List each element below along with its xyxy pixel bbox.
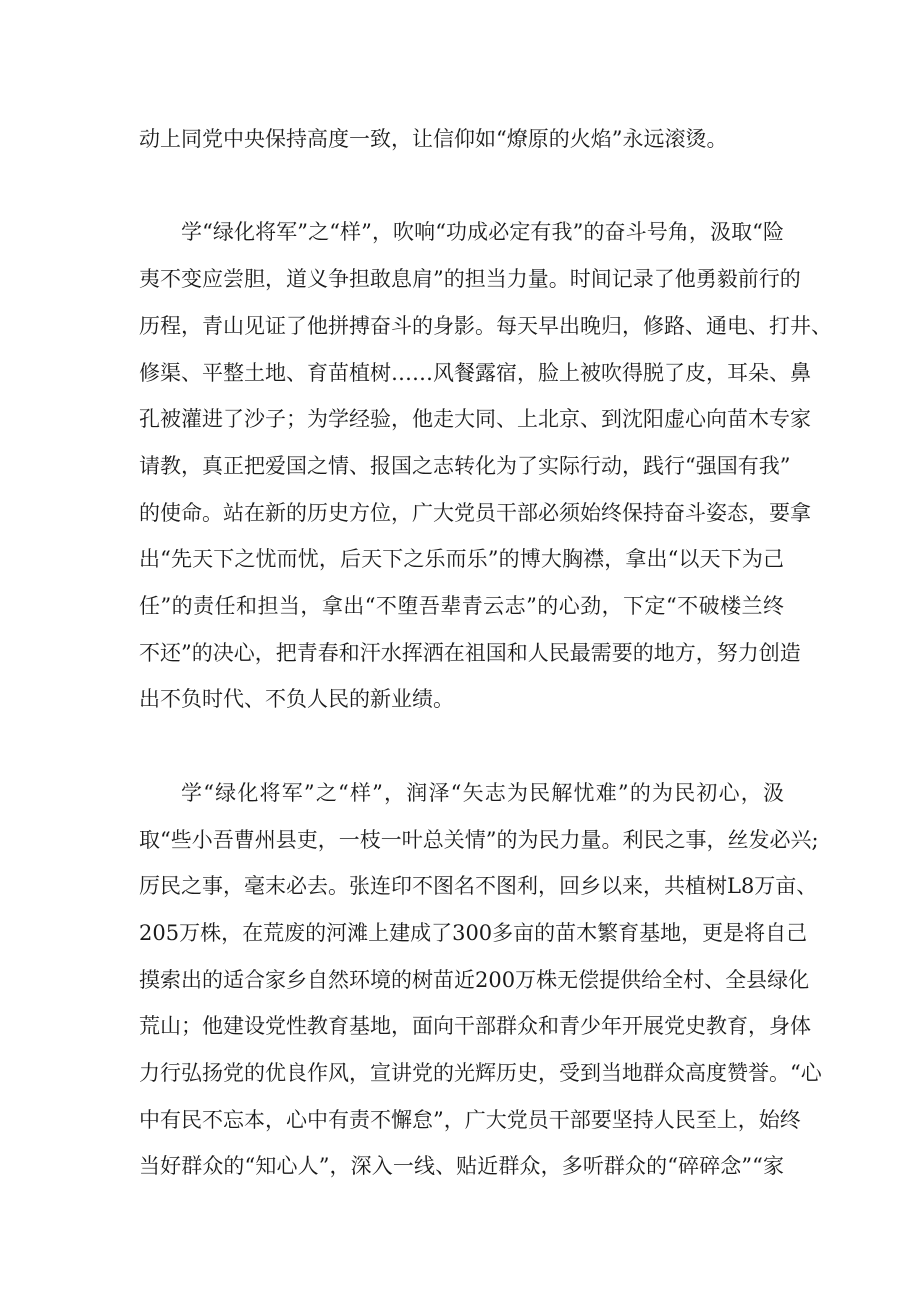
paragraph-3-line-8: 中有民不忘本，心中有责不懈怠”，广大党员干部要坚持人民至上，始终 bbox=[139, 1108, 801, 1132]
paragraph-1-line-1: 动上同党中央保持高度一致，让信仰如“燎原的火焰”永远滚烫。 bbox=[139, 127, 728, 151]
paragraph-2-line-7: 的使命。站在新的历史方位，广大党员干部必须始终保持奋斗姿态，要拿 bbox=[139, 501, 811, 525]
paragraph-3-line-2: 取“些小吾曹州县吏，一枝一叶总关情”的为民力量。利民之事，丝发必兴; bbox=[139, 828, 819, 852]
paragraph-2-line-3: 历程，青山见证了他拼搏奋斗的身影。每天早出晚归，修路、通电、打井、 bbox=[139, 314, 832, 338]
paragraph-2-line-8: 出“先天下之忧而忧，后天下之乐而乐”的博大胸襟，拿出“以天下为己 bbox=[139, 547, 784, 571]
paragraph-3-line-4: 205万株，在荒废的河滩上建成了300多亩的苗木繁育基地，更是将自己 bbox=[139, 921, 808, 945]
paragraph-3-line-3: 厉民之事，毫末必去。张连印不图名不图利，回乡以来，共植树L8万亩、 bbox=[139, 874, 818, 898]
paragraph-2-line-2: 夷不变应尝胆，道义争担敢息肩”的担当力量。时间记录了他勇毅前行的 bbox=[139, 267, 801, 291]
paragraph-2-line-11: 出不负时代、不负人民的新业绩。 bbox=[139, 687, 454, 711]
paragraph-2-line-4: 修渠、平整土地、育苗植树……风餐露宿，脸上被吹得脱了皮，耳朵、鼻 bbox=[139, 361, 811, 385]
paragraph-2-line-1: 学“绿化将军”之“样”，吹响“功成必定有我”的奋斗号角，汲取“险 bbox=[181, 220, 784, 244]
paragraph-2-line-5: 孔被灌进了沙子；为学经验，他走大同、上北京、到沈阳虚心向苗木专家 bbox=[139, 407, 811, 431]
paragraph-3-line-6: 荒山；他建设党性教育基地，面向干部群众和青少年开展党史教育，身体 bbox=[139, 1014, 811, 1038]
paragraph-3-line-9: 当好群众的“知心人”，深入一线、贴近群众，多听群众的“碎碎念”“家 bbox=[139, 1154, 784, 1178]
paragraph-3-line-7: 力行弘扬党的优良作风，宣讲党的光辉历史，受到当地群众高度赞誉。“心 bbox=[139, 1061, 822, 1085]
paragraph-2-line-6: 请教，真正把爱国之情、报国之志转化为了实际行动，践行“强国有我” bbox=[139, 454, 791, 478]
paragraph-3-line-5: 摸索出的适合家乡自然环境的树苗近200万株无偿提供给全村、全县绿化 bbox=[139, 968, 810, 992]
paragraph-2-line-9: 任”的责任和担当，拿出“不堕吾辈青云志”的心劲，下定“不破楼兰终 bbox=[139, 594, 784, 618]
paragraph-2-line-10: 不还”的决心，把青春和汗水挥洒在祖国和人民最需要的地方，努力创造 bbox=[139, 641, 801, 665]
paragraph-3-line-1: 学“绿化将军”之“样”，润泽“矢志为民解忧难”的为民初心，汲 bbox=[181, 781, 784, 805]
